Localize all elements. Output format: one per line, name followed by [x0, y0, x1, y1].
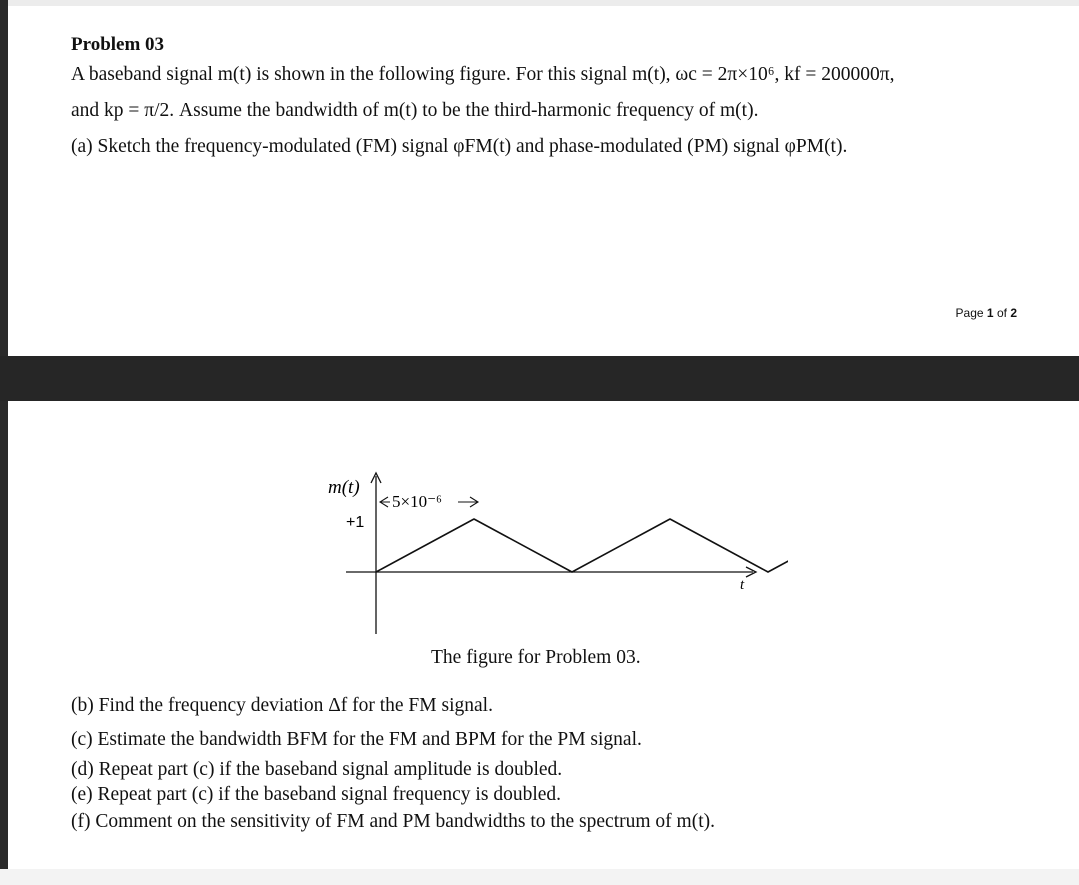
- page-number-of: of: [996, 306, 1007, 320]
- document-page-1: [8, 6, 1079, 356]
- question-b: (b) Find the frequency deviation Δf for the FM signal.: [71, 695, 493, 716]
- problem-text-line-2: and kp = π/2. Assume the bandwidth of m(t) to be the third-harmonic frequency of m(t).: [71, 100, 759, 121]
- question-f: (f) Comment on the sensitivity of FM and PM bandwidths to the spectrum of m(t).: [71, 811, 715, 832]
- waveform-segment: [670, 519, 768, 572]
- waveform-segment: [768, 519, 788, 572]
- page-number-label: Page: [955, 306, 984, 320]
- document-page-2: [8, 401, 1079, 869]
- signal-figure: [328, 461, 788, 646]
- problem-text-line-3: (a) Sketch the frequency-modulated (FM) signal φFM(t) and phase-modulated (PM) signal φPM(t).: [71, 136, 848, 157]
- waveform-segment: [572, 519, 670, 572]
- waveform-point: [669, 518, 671, 520]
- x-axis-label: t: [740, 577, 745, 593]
- page-number-total: 2: [1010, 306, 1017, 320]
- question-e: (e) Repeat part (c) if the baseband signal frequency is doubled.: [71, 784, 562, 805]
- viewer-bottom-strip: [0, 869, 1079, 885]
- question-d: (d) Repeat part (c) if the baseband signal amplitude is doubled.: [71, 759, 563, 780]
- waveform-segment: [474, 519, 572, 572]
- waveform-segment: [376, 519, 474, 572]
- page-number: [956, 306, 1017, 320]
- question-c: (c) Estimate the bandwidth BFM for the FM and BPM for the PM signal.: [71, 729, 642, 750]
- figure-caption: The figure for Problem 03.: [431, 647, 641, 668]
- problem-text-line-1: A baseband signal m(t) is shown in the following figure. For this signal m(t), ωc = 2π×10⁶, kf = 200000π,: [71, 64, 895, 85]
- page-separator: [0, 356, 1079, 401]
- triangle-waveform: [375, 518, 788, 573]
- waveform-point: [767, 571, 769, 573]
- waveform-point: [571, 571, 573, 573]
- waveform-point: [473, 518, 475, 520]
- amplitude-label: +1: [346, 514, 365, 531]
- period-label: 5×10⁻⁶: [392, 492, 442, 511]
- y-axis-label: m(t): [328, 477, 360, 498]
- viewer-left-edge: [0, 0, 8, 885]
- page-number-current: 1: [986, 306, 994, 320]
- waveform-point: [375, 571, 377, 573]
- problem-heading: Problem 03: [71, 34, 165, 55]
